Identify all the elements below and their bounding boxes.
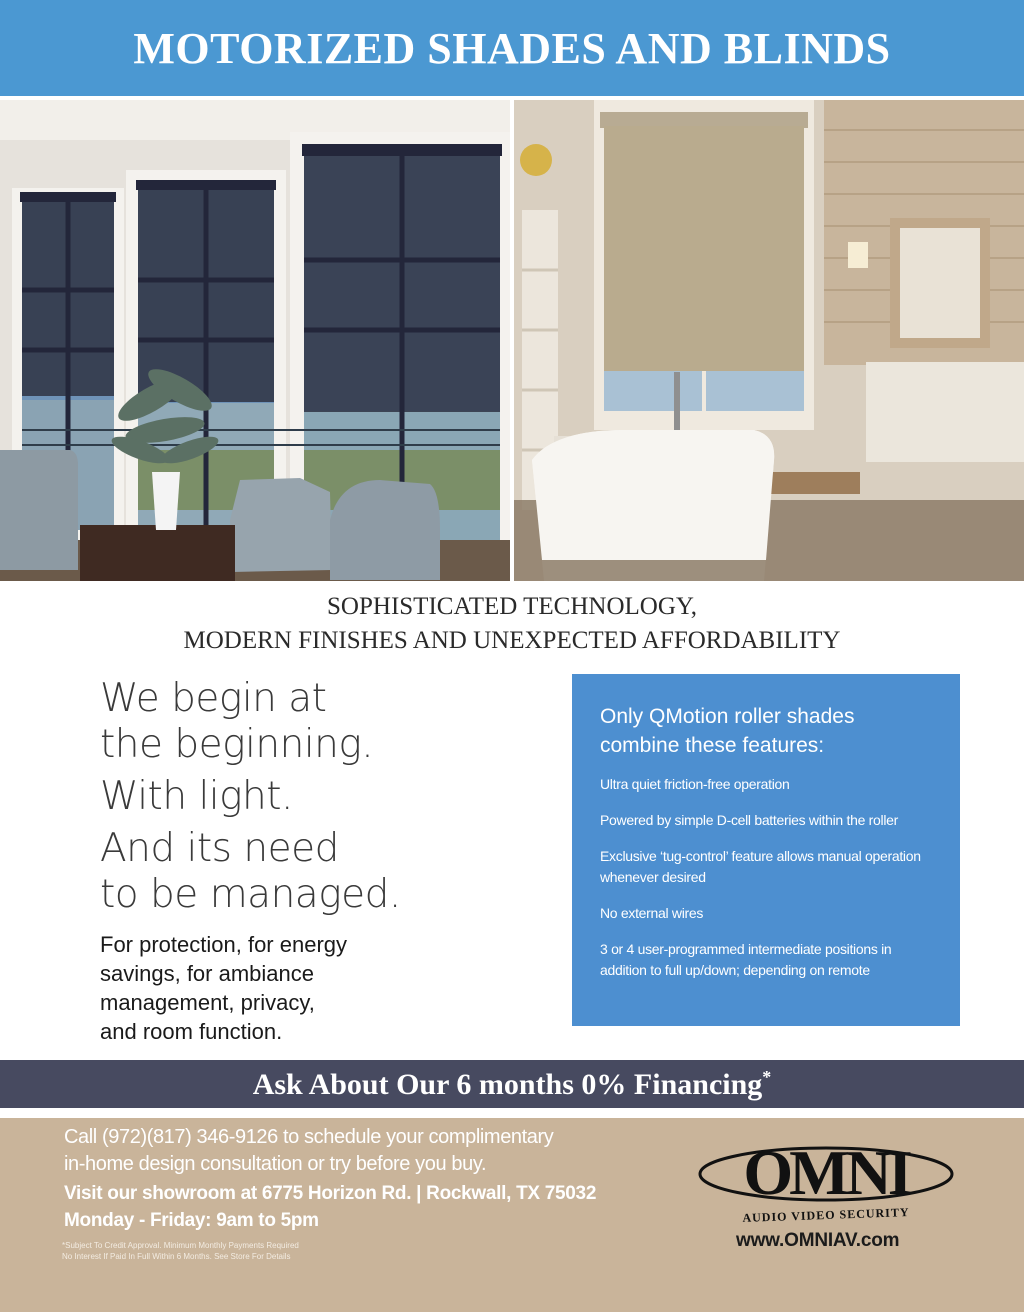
title-banner	[0, 0, 1024, 100]
fine-print: *Subject To Credit Approval. Minimum Monthly Payments Required No Interest If Paid In Full Within 6 Months. See Store For Details	[62, 1241, 299, 1261]
showroom-info: Visit our showroom at 6775 Horizon Rd. | Rockwall, TX 75032 Monday - Friday: 9am to 5pm	[64, 1183, 597, 1231]
features-heading: Only QMotion roller shades combine these features:	[600, 705, 855, 757]
intro-line-3: And its need to be managed.	[100, 826, 401, 917]
feature-item: No external wires	[600, 905, 704, 921]
features-box	[572, 674, 960, 1026]
features-list	[600, 774, 934, 981]
financing-label: Ask About Our 6 months 0% Financing	[252, 1067, 763, 1101]
logo-wordmark: OMNI	[743, 1137, 909, 1208]
tagline-line-1: SOPHISTICATED TECHNOLOGY,	[327, 593, 697, 620]
photo-strip	[0, 100, 1024, 581]
feature-item: Exclusive ‘tug-control’ feature allows manual operation whenever desired	[600, 848, 921, 885]
intro-line-2: With light.	[100, 774, 293, 819]
feature-item: Powered by simple D-cell batteries within the roller	[600, 812, 898, 828]
omni-logo	[696, 1128, 956, 1238]
page-title: MOTORIZED SHADES AND BLINDS	[133, 23, 891, 73]
logo-tagline: AUDIO VIDEO SECURITY	[742, 1205, 910, 1225]
tagline	[0, 590, 1024, 658]
intro-copy	[100, 676, 540, 1046]
bathroom-photo	[514, 100, 1024, 581]
financing-text	[253, 1067, 772, 1102]
website-link[interactable]: www.OMNIAV.com	[736, 1230, 900, 1251]
financing-asterisk: *	[762, 1066, 772, 1087]
intro-line-1: We begin at the beginning.	[100, 676, 374, 767]
intro-headline	[100, 676, 540, 918]
feature-item: 3 or 4 user-programmed intermediate positions in addition to full up/down; depending on remote	[600, 941, 892, 978]
living-room-photo	[0, 100, 510, 581]
intro-body: For protection, for energy savings, for ambiance management, privacy, and room function.	[100, 932, 348, 1044]
call-to-action: Call (972)(817) 346-9126 to schedule your complimentary in-home design consultation or try before you buy.	[64, 1126, 554, 1175]
feature-item: Ultra quiet friction-free operation	[600, 776, 790, 792]
footer	[0, 1118, 1024, 1312]
financing-banner	[0, 1060, 1024, 1108]
tagline-line-2: MODERN FINISHES AND UNEXPECTED AFFORDABILITY	[183, 627, 841, 654]
